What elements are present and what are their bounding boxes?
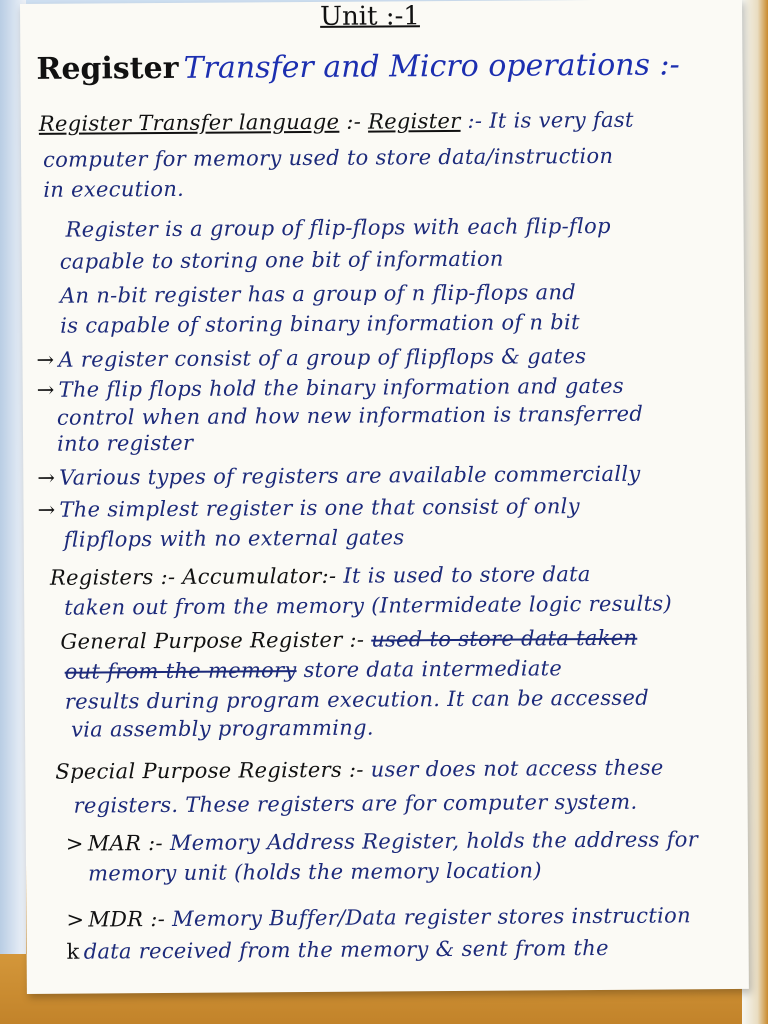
- registers-accumulator-heading: Registers :- Accumulator:-: [49, 563, 337, 590]
- line-text: It is used to store data: [343, 562, 591, 588]
- arrow-bullet: →: [36, 377, 55, 402]
- line-text: Various types of registers are available commercially: [59, 461, 641, 490]
- line-text: The simplest register is one that consist of only: [59, 494, 580, 522]
- gt-bullet: >: [65, 831, 84, 856]
- note-line-11: into register: [56, 430, 194, 456]
- handwritten-notes-page: [20, 0, 749, 994]
- line-text: The flip flops hold the binary information and gates: [58, 373, 625, 402]
- note-line-8: [36, 344, 586, 372]
- term-register: Register: [367, 108, 461, 134]
- line-text: data received from the memory & sent from the: [83, 935, 609, 964]
- note-line-24: memory unit (holds the memory location): [87, 858, 542, 886]
- unit-heading: Unit :-1: [319, 1, 420, 32]
- page-title: [36, 47, 680, 86]
- note-line-1: [39, 108, 634, 136]
- note-line-25: [66, 903, 691, 931]
- note-line-2: computer for memory used to store data/instruction: [43, 143, 614, 172]
- note-line-4: Register is a group of flip-flops with each flip-flop: [65, 213, 611, 242]
- line-text: A register consist of a group of flipflops & gates: [58, 344, 587, 372]
- line-text: Memory Address Register, holds the address for: [169, 827, 699, 855]
- spr-heading: Special Purpose Registers :-: [55, 757, 364, 784]
- note-line-10: control when and how new information is transferred: [56, 401, 644, 430]
- arrow-bullet: →: [37, 465, 56, 490]
- note-line-17: [60, 626, 637, 654]
- gpr-heading: General Purpose Register :-: [60, 627, 365, 654]
- note-line-19: results during program execution. It can be accessed: [64, 685, 649, 714]
- title-word-register: Register: [36, 50, 179, 87]
- note-line-23: [66, 827, 698, 855]
- note-line-9: [37, 374, 624, 402]
- arrow-bullet: →: [36, 347, 55, 372]
- note-line-3: in execution.: [43, 176, 185, 202]
- definition-text: :- It is very fast: [467, 107, 634, 133]
- note-line-7: is capable of storing binary information of n bit: [60, 310, 580, 338]
- note-line-12: [37, 462, 640, 490]
- note-line-21: [55, 756, 663, 784]
- k-mark: k: [66, 939, 80, 964]
- section-heading-rtl: Register Transfer language: [38, 109, 340, 136]
- note-line-5: capable to storing one bit of information: [59, 246, 504, 274]
- mdr-heading: MDR :-: [88, 907, 166, 932]
- line-text: store data intermediate: [303, 656, 563, 683]
- separator: :-: [339, 109, 369, 134]
- note-line-14: flipflops with no external gates: [63, 525, 405, 552]
- note-line-13: [37, 494, 579, 522]
- note-line-22: registers. These registers are for computer system.: [73, 789, 638, 818]
- line-text: user does not access these: [370, 755, 664, 782]
- line-text: Memory Buffer/Data register stores instruction: [172, 903, 691, 931]
- struck-text: out from the memory: [64, 658, 297, 684]
- gt-bullet: >: [66, 907, 85, 932]
- mar-heading: MAR :-: [87, 831, 163, 856]
- struck-text: used to store data taken: [371, 625, 638, 652]
- note-line-6: An n-bit register has a group of n flip-flops and: [59, 280, 577, 308]
- note-line-15: [50, 562, 591, 590]
- arrow-bullet: →: [37, 497, 56, 522]
- note-line-18: [65, 656, 563, 683]
- note-line-20: via assembly programming.: [70, 715, 374, 742]
- title-rest: Transfer and Micro operations :-: [183, 47, 680, 86]
- note-line-16: taken out from the memory (Intermideate logic results): [64, 591, 673, 620]
- note-line-26: [67, 936, 609, 964]
